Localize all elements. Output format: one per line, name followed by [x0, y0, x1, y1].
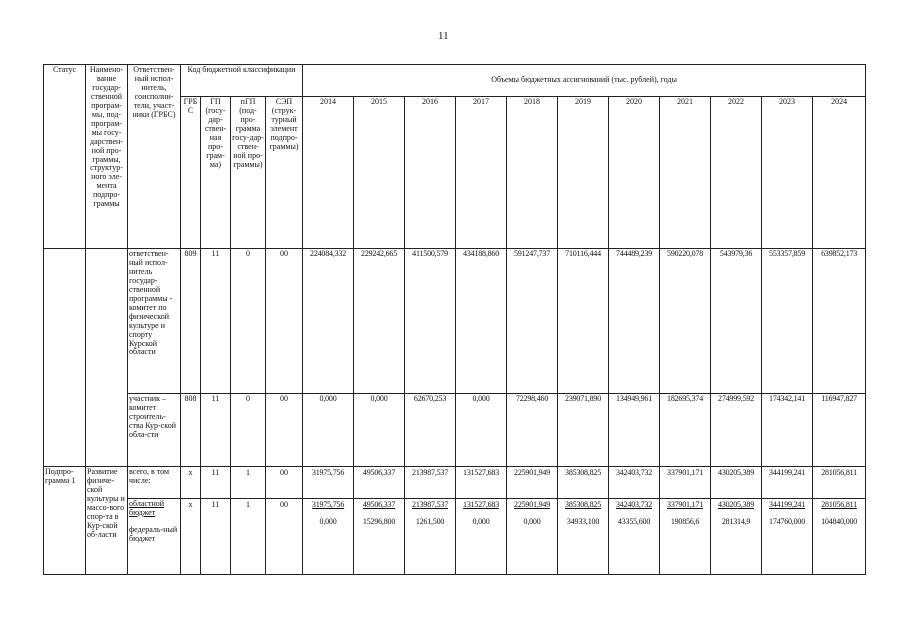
- value-cell: 62670,253: [405, 394, 456, 467]
- value-cell: 744489,239: [609, 249, 660, 394]
- federal-value: 43355,600: [617, 516, 651, 526]
- value-cell: 274999,592: [711, 394, 762, 467]
- regional-budget-label: областной бюджет: [129, 499, 165, 517]
- year-header: 2022: [711, 97, 762, 249]
- value-cell: 0,000: [354, 394, 405, 467]
- allocations-header: Объемы бюджетных ассигнований (тыс. рублей), годы: [303, 65, 866, 97]
- value-cell: [558, 499, 609, 575]
- pgp-cell: 0: [231, 249, 266, 394]
- value-cell: [354, 499, 405, 575]
- federal-value: 0,000: [319, 516, 337, 526]
- subprogram-status: Подпро-грамма 1: [44, 467, 86, 575]
- value-cell: 430205,389: [711, 467, 762, 499]
- pgp-cell: 0: [231, 394, 266, 467]
- value-cell: 0,000: [303, 394, 354, 467]
- pgp-cell: 1: [231, 499, 266, 575]
- value-cell: 229242,665: [354, 249, 405, 394]
- sep-header: СЭП (струк-турный элемент подпро-граммы): [266, 97, 303, 249]
- budget-table: [43, 64, 866, 575]
- value-cell: 710116,444: [558, 249, 609, 394]
- year-header: 2024: [813, 97, 866, 249]
- regional-value: 430205,389: [718, 500, 755, 509]
- regional-value: 385308,825: [565, 500, 602, 509]
- value-cell: [813, 499, 866, 575]
- federal-value: 174760,000: [769, 516, 806, 526]
- regional-value: 281056,811: [821, 500, 857, 509]
- empty-status-cell: [44, 249, 86, 467]
- gp-header: ГП (госу-дар-ствен-ная про-грам-ма): [201, 97, 231, 249]
- regional-value: 337901,171: [667, 500, 704, 509]
- responsible-cell: ответствен-ный испол-нитель государ-ственной программы - комитет по физической культуре и спорту Курской области: [128, 249, 181, 394]
- pgp-header: пГП (под-про-грамма госу-дар-ствен-ной про-граммы): [231, 97, 266, 249]
- value-cell: 337901,171: [660, 467, 711, 499]
- grbs-header: ГРБ С: [181, 97, 201, 249]
- value-cell: 0,000: [456, 394, 507, 467]
- subprogram-name: Развитие физиче-ской культуры и массо-вого спор-та в Кур-ской об-ласти: [86, 467, 128, 575]
- value-cell: [762, 499, 813, 575]
- federal-value: 1261,500: [415, 516, 445, 526]
- regional-value: 131527,683: [463, 500, 500, 509]
- value-cell: 543979,36: [711, 249, 762, 394]
- gp-cell: 11: [201, 467, 231, 499]
- value-cell: 49506,337: [354, 467, 405, 499]
- header-row-1: [44, 65, 866, 97]
- grbs-cell: x: [181, 467, 201, 499]
- subprogram-budget-row: [44, 499, 866, 575]
- federal-budget-label: федераль-ный бюджет: [129, 524, 178, 543]
- federal-value: 34933,100: [566, 516, 600, 526]
- budget-source-cell: [128, 499, 181, 575]
- value-cell: 182695,374: [660, 394, 711, 467]
- year-header: 2019: [558, 97, 609, 249]
- value-cell: 224084,332: [303, 249, 354, 394]
- value-cell: [405, 499, 456, 575]
- gp-cell: 11: [201, 499, 231, 575]
- value-cell: 590220,078: [660, 249, 711, 394]
- empty-name-cell: [86, 249, 128, 467]
- pgp-cell: 1: [231, 467, 266, 499]
- gp-cell: 11: [201, 249, 231, 394]
- value-cell: [507, 499, 558, 575]
- page-number: 11: [438, 30, 449, 42]
- table-row: [44, 394, 866, 467]
- sep-cell: 00: [266, 499, 303, 575]
- federal-value: 104840,000: [821, 516, 858, 526]
- federal-value: 0,000: [472, 516, 490, 526]
- value-cell: [609, 499, 660, 575]
- sep-cell: 00: [266, 394, 303, 467]
- year-header: 2014: [303, 97, 354, 249]
- value-cell: 174342,141: [762, 394, 813, 467]
- grbs-cell: x: [181, 499, 201, 575]
- sep-cell: 00: [266, 467, 303, 499]
- year-header: 2018: [507, 97, 558, 249]
- value-cell: 281056,811: [813, 467, 866, 499]
- value-cell: 411500,579: [405, 249, 456, 394]
- regional-value: 344199,241: [769, 500, 806, 509]
- regional-value: 49506,337: [362, 500, 396, 509]
- value-cell: 239071,890: [558, 394, 609, 467]
- federal-value: 281314,9: [721, 516, 751, 526]
- regional-value: 31975,756: [311, 500, 345, 509]
- value-cell: 385308,825: [558, 467, 609, 499]
- name-header: Наимено-вание государ-ственной програм-мы, под-програм-мы госу-дарствен-ной про-граммы, структур-ного эле-мента подпро-граммы: [86, 65, 128, 249]
- value-cell: 639852,173: [813, 249, 866, 394]
- regional-value: 342403,732: [616, 500, 653, 509]
- year-header: 2023: [762, 97, 813, 249]
- status-header: Статус: [44, 65, 86, 249]
- year-header: 2017: [456, 97, 507, 249]
- value-cell: 72298,460: [507, 394, 558, 467]
- value-cell: [711, 499, 762, 575]
- value-cell: 213987,537: [405, 467, 456, 499]
- federal-value: 15296,800: [362, 516, 396, 526]
- value-cell: 553357,859: [762, 249, 813, 394]
- value-cell: 342403,732: [609, 467, 660, 499]
- year-header: 2016: [405, 97, 456, 249]
- value-cell: 225901,949: [507, 467, 558, 499]
- gp-cell: 11: [201, 394, 231, 467]
- table-row: [44, 249, 866, 394]
- regional-value: 213987,537: [412, 500, 449, 509]
- year-header: 2015: [354, 97, 405, 249]
- year-header: 2020: [609, 97, 660, 249]
- grbs-cell: 808: [181, 394, 201, 467]
- federal-value: 190856,6: [670, 516, 700, 526]
- value-cell: 344199,241: [762, 467, 813, 499]
- value-cell: [303, 499, 354, 575]
- value-cell: 31975,756: [303, 467, 354, 499]
- responsible-cell: всего, в том числе:: [128, 467, 181, 499]
- federal-value: 0,000: [523, 516, 541, 526]
- value-cell: [456, 499, 507, 575]
- grbs-cell: 809: [181, 249, 201, 394]
- value-cell: 116947,827: [813, 394, 866, 467]
- responsible-cell: участник – комитет строитель-ства Кур-ской обла-сти: [128, 394, 181, 467]
- sep-cell: 00: [266, 249, 303, 394]
- regional-value: 225901,949: [514, 500, 551, 509]
- responsible-header: Ответствен-ный испол-нитель, соисполни-тели, участ-ники (ГРБС): [128, 65, 181, 249]
- value-cell: [660, 499, 711, 575]
- value-cell: 131527,683: [456, 467, 507, 499]
- value-cell: 434188,860: [456, 249, 507, 394]
- budget-code-header: Код бюджетной классификации: [181, 65, 303, 97]
- year-header: 2021: [660, 97, 711, 249]
- value-cell: 591247,737: [507, 249, 558, 394]
- subprogram-total-row: [44, 467, 866, 499]
- value-cell: 134949,961: [609, 394, 660, 467]
